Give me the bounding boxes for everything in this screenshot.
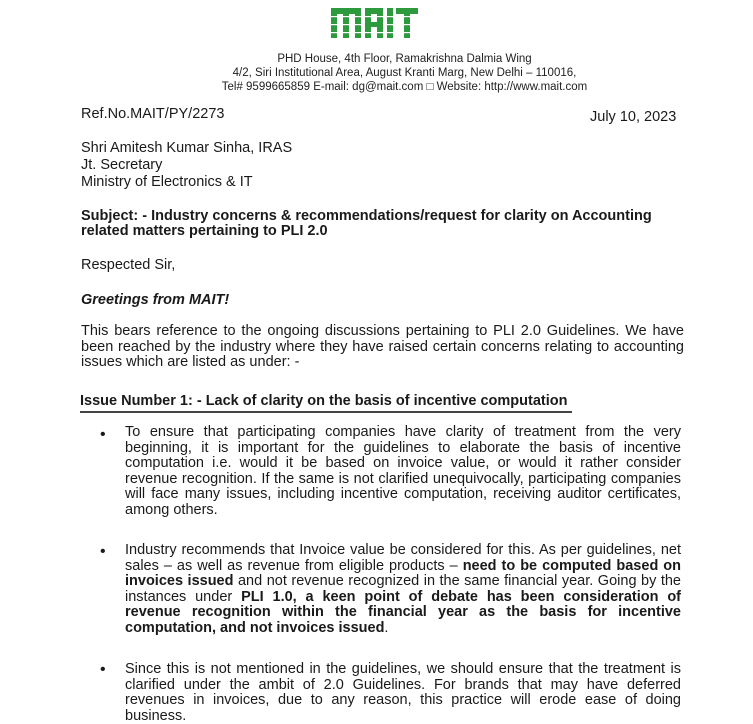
- bullet-3-text: Since this is not mentioned in the guidelines, we should ensure that the treatment is clarified under the ambit of 2.0 Guidelines. For brands that may have deferred revenues in invoices, due to any reason, this practice will erode ease of doing business.: [125, 661, 681, 724]
- reference-number: Ref.No.MAIT/PY/2273: [81, 106, 225, 122]
- bullet-2-text: [125, 543, 681, 636]
- recipient-organization: Ministry of Electronics & IT: [81, 174, 253, 190]
- mait-logo: [329, 2, 421, 42]
- subject-line: Subject: - Industry concerns & recommendations/request for clarity on Accounting related matters pertaining to PLI 2.0: [81, 208, 652, 239]
- salutation: Respected Sir,: [81, 257, 176, 273]
- contact-line: Tel# 9599665859 E-mail: dg@mait.com □ Website: http://www.mait.com: [221, 81, 588, 93]
- bullet-2-part-c: and not revenue recognized in the same financial year. Going by the instances under: [125, 573, 681, 605]
- letter-date: July 10, 2023: [590, 109, 677, 125]
- bullet-1-marker: •: [100, 426, 106, 443]
- bullet-2-part-a: Industry recommends that Invoice value be considered for this. As per guidelines, net sales – as well as revenue from eligible products –: [125, 542, 681, 574]
- bullet-2-part-d: PLI 1.0, a keen point of debate has been consideration of revenue recognition within the financial year as the basis for incentive computation, and not invoices issued: [125, 588, 682, 636]
- recipient-name: Shri Amitesh Kumar Sinha, IRAS: [81, 140, 293, 156]
- intro-paragraph: This bears reference to the ongoing discussions pertaining to PLI 2.0 Guidelines. We have been reached by the industry where they have raised certain concerns relating to accounting issues which are listed as under: -: [81, 323, 684, 370]
- bullet-2-marker: •: [100, 543, 106, 560]
- address-line-1: PHD House, 4th Floor, Ramakrishna Dalmia Wing: [277, 53, 532, 65]
- bullet-2-part-b: need to be computed based on invoices issued: [125, 557, 682, 589]
- bullet-2-part-e: .: [384, 619, 389, 636]
- issue-heading: Issue Number 1: - Lack of clarity on the basis of incentive computation: [80, 393, 572, 413]
- bullet-3-marker: •: [100, 661, 106, 678]
- mait-logo-mark: [329, 2, 421, 42]
- address-line-2: 4/2, Siri Institutional Area, August Kranti Marg, New Delhi – 110016,: [232, 67, 577, 79]
- recipient-title: Jt. Secretary: [81, 157, 163, 173]
- greeting: Greetings from MAIT!: [81, 292, 230, 308]
- bullet-1-text: To ensure that participating companies have clarity of treatment from the very beginning, it is important for the guidelines to elaborate the basis of incentive computation i.e. would it be based on invoice value, or would it rather consider revenue recognition. If the same is not clarified unequivocally, participating companies will face many issues, including incentive computation, receiving auditor certificates, among others.: [125, 424, 681, 518]
